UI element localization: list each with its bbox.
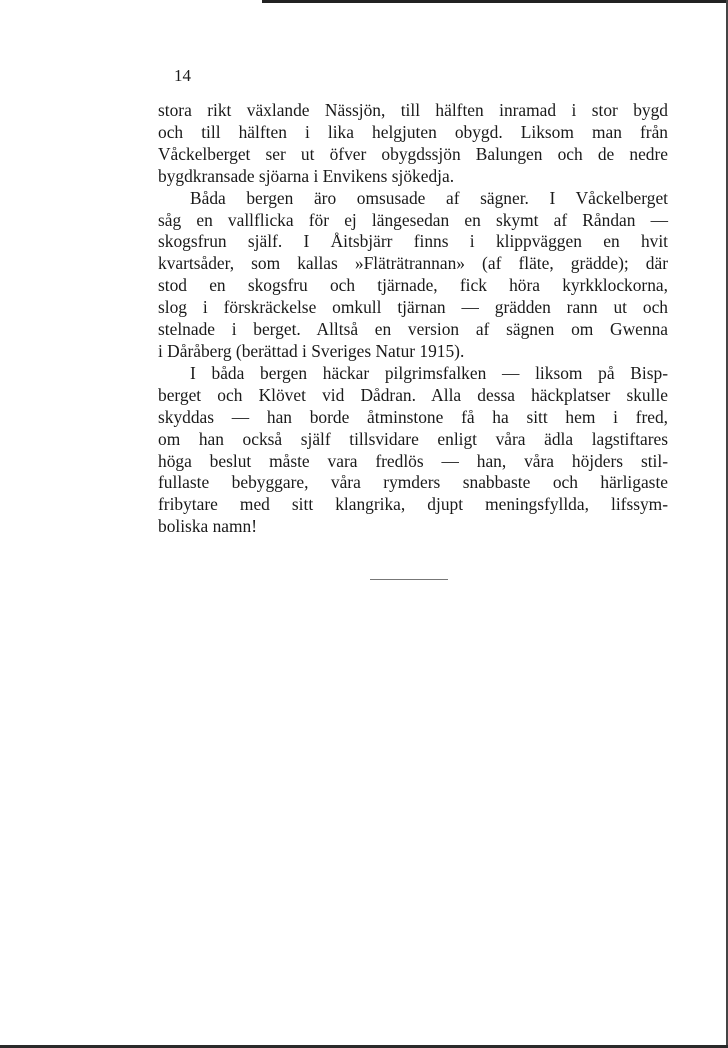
text-line: och till hälften i lika helgjuten obygd. Liksom man från bbox=[158, 121, 668, 142]
section-end-rule bbox=[370, 579, 448, 580]
text-line: skyddas — han borde åtminstone få ha sitt hem i fred, bbox=[158, 406, 668, 427]
text-line: boliska namn! bbox=[158, 516, 258, 537]
text-line: berget och Klövet vid Dådran. Alla dessa häckplatser skulle bbox=[158, 384, 668, 405]
text-line: såg en vallflicka för ej längesedan en skymt af Råndan — bbox=[158, 209, 668, 230]
text-line: bygdkransade sjöarna i Envikens sjökedja. bbox=[158, 165, 455, 186]
text-line: höga beslut måste vara fredlös — han, våra höjders stil- bbox=[158, 450, 668, 471]
text-line: stelnade i berget. Alltså en version af sägnen om Gwenna bbox=[158, 319, 668, 340]
body-text bbox=[158, 100, 668, 538]
text-line: stod en skogsfru och tjärnade, fick höra kyrkklockorna, bbox=[158, 275, 668, 296]
text-line: fribytare med sitt klangrika, djupt meningsfyllda, lifssym- bbox=[158, 494, 668, 515]
scan-edge-top bbox=[262, 0, 728, 3]
text-line: stora rikt växlande Nässjön, till hälften inramad i stor bygd bbox=[158, 100, 668, 120]
text-line: Våckelberget ser ut öfver obygdssjön Balungen och de nedre bbox=[158, 143, 668, 164]
text-line: om han också själf tillsvidare enligt våra ädla lagstiftares bbox=[158, 428, 668, 449]
text-line: Båda bergen äro omsusade af sägner. I Våckelberget bbox=[190, 187, 668, 208]
text-line: skogsfrun själf. I Åitsbjärr finns i klippväggen en hvit bbox=[158, 231, 668, 252]
text-line: fullaste bebyggare, våra rymders snabbaste och härligaste bbox=[158, 472, 668, 493]
text-line: I båda bergen häckar pilgrimsfalken — liksom på Bisp- bbox=[190, 362, 668, 383]
text-line: i Dåråberg (berättad i Sveriges Natur 1915). bbox=[158, 340, 465, 361]
page-number: 14 bbox=[174, 66, 191, 85]
text-line: kvartsåder, som kallas »Fläträtrannan» (af fläte, grädde); där bbox=[158, 253, 668, 274]
text-line: slog i förskräckelse omkull tjärnan — grädden rann ut och bbox=[158, 297, 668, 318]
